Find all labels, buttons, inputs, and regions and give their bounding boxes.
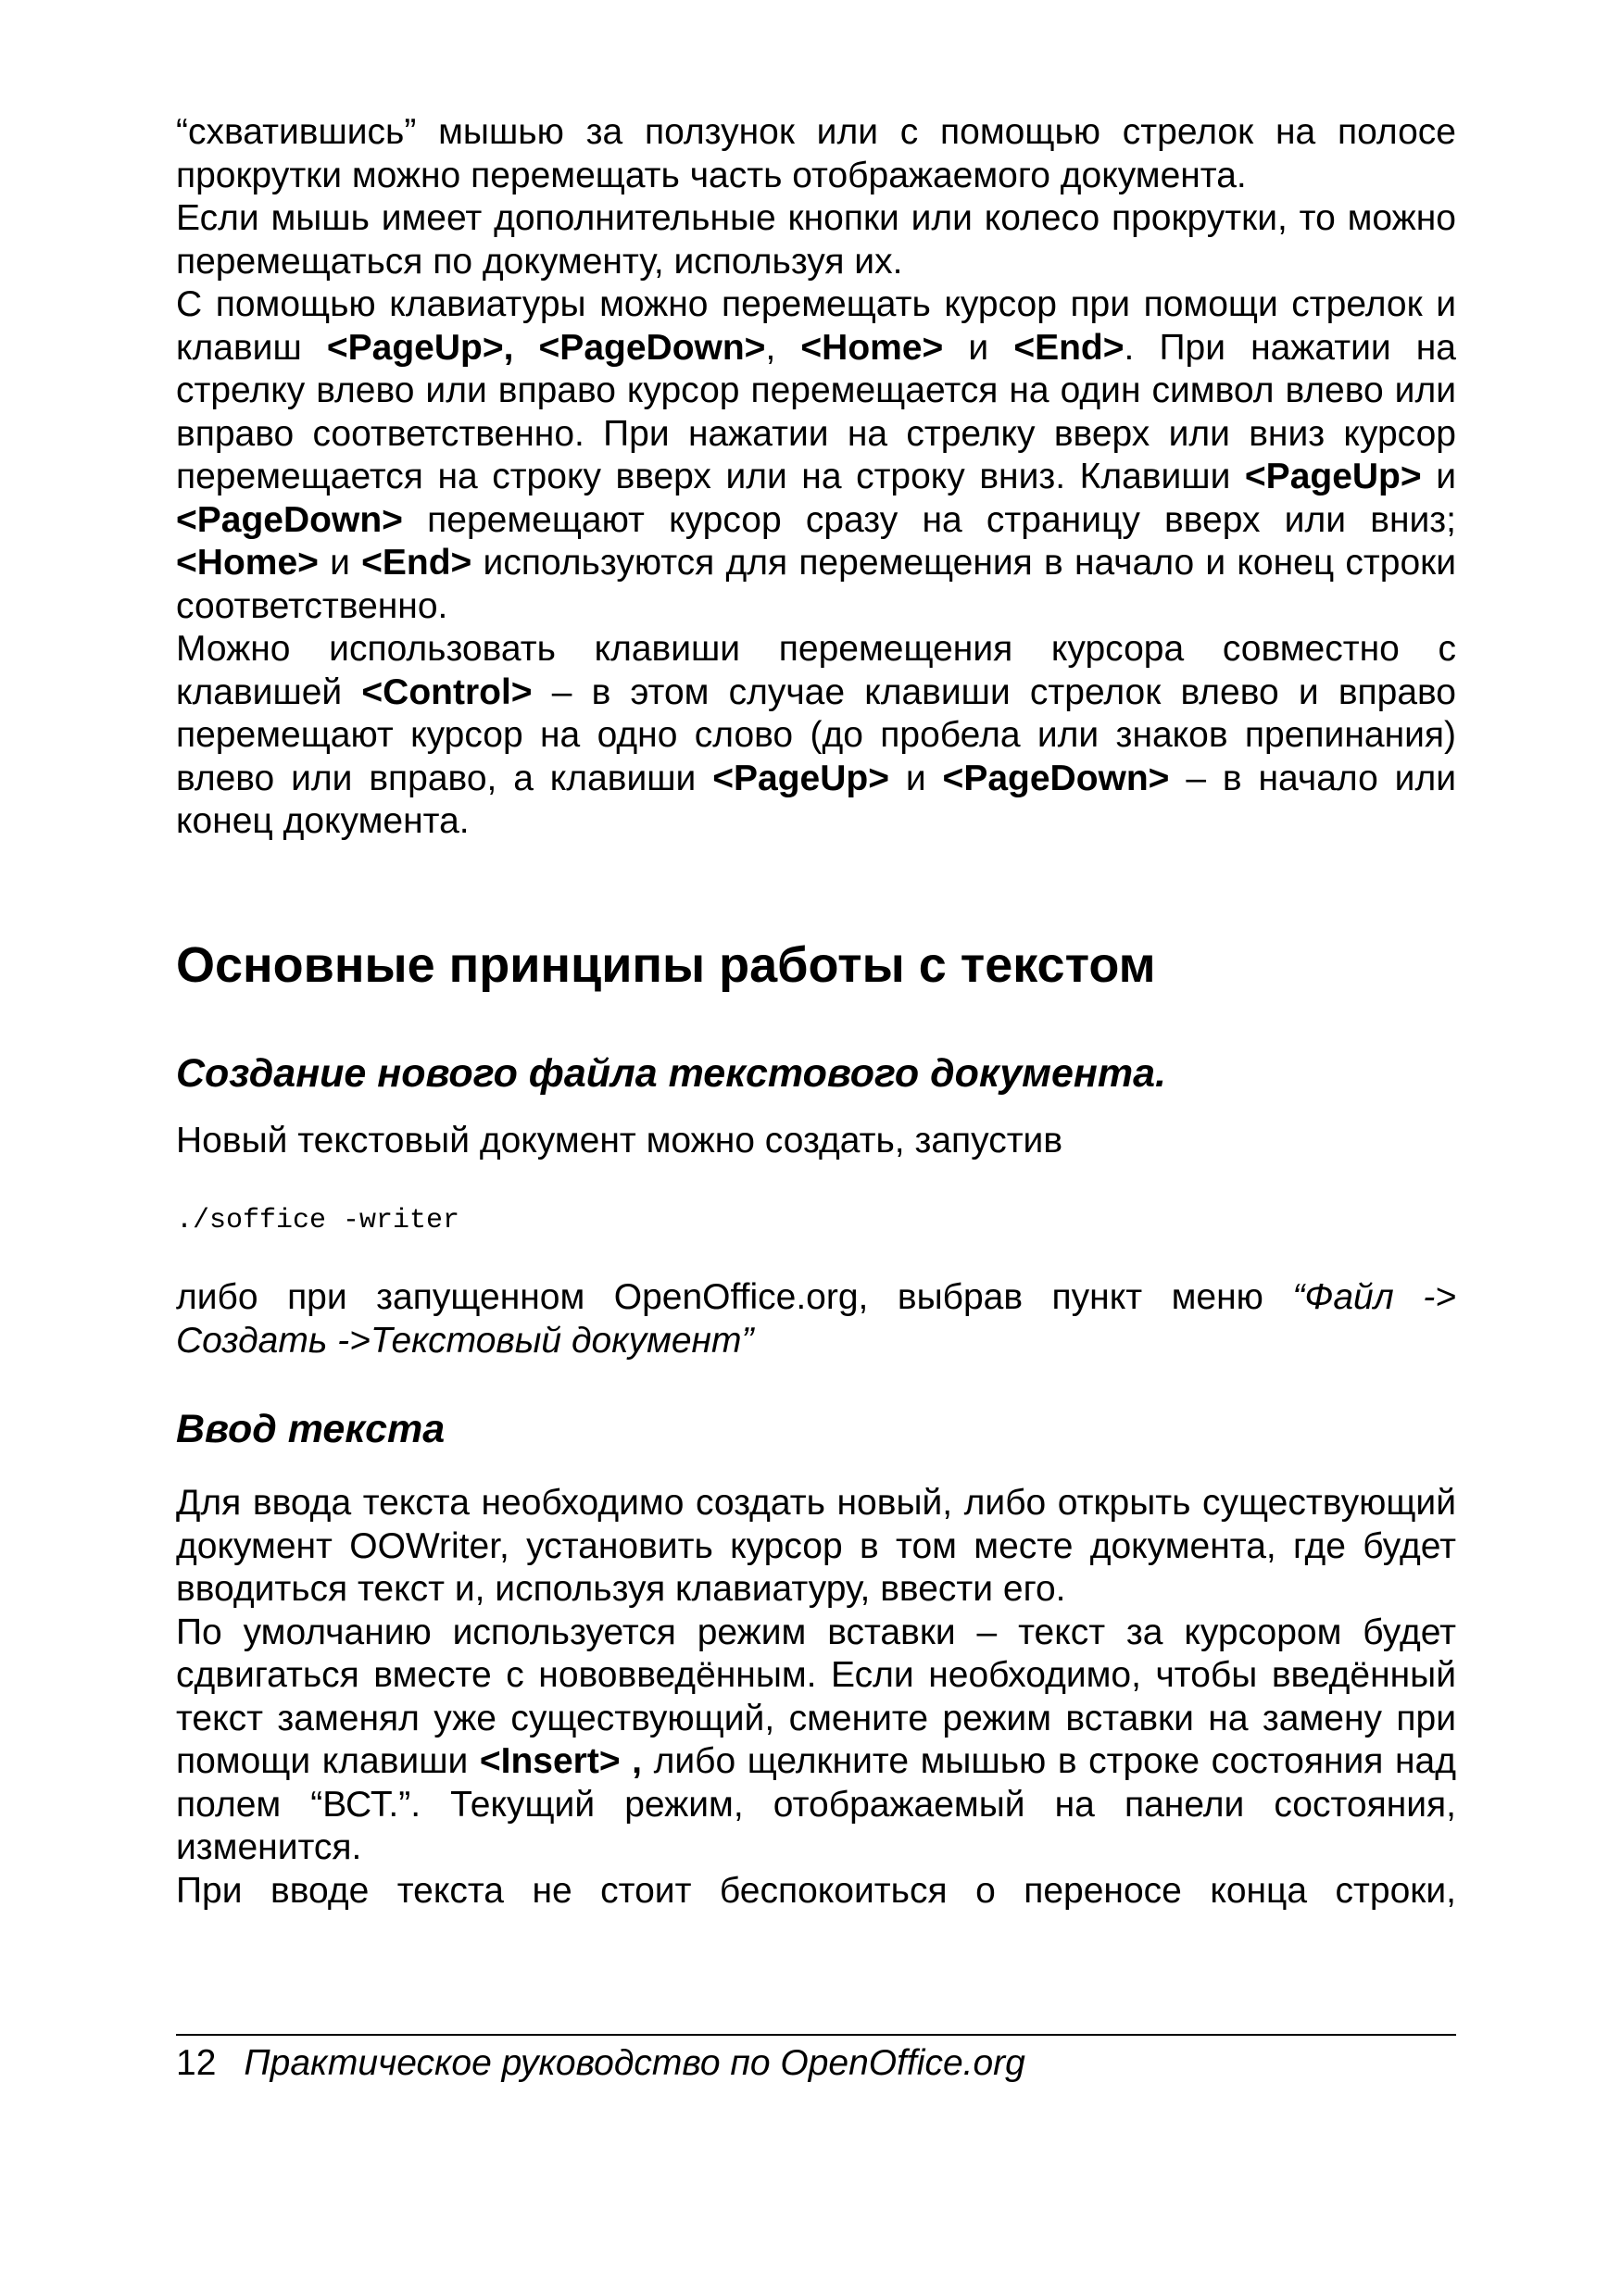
text-run: используются для перемещения в начало и конец строки соответственно.	[176, 543, 1456, 626]
paragraph-insert-mode	[176, 1612, 1456, 1870]
text-run: перемещают курсор сразу на страницу вверх или вниз;	[402, 499, 1456, 540]
text-run: и	[888, 758, 943, 798]
text-run: либо щелкните мышью в строке состояния над полем “ВСТ.”. Текущий режим, отображаемый на панели состояния, изменится.	[176, 1741, 1456, 1867]
text-run: Можно использовать клавиши перемещения курсора совместно с клавишей	[176, 629, 1456, 712]
key-pageup-pagedown: <PageUp>, <PageDown>	[326, 327, 766, 368]
paragraph-scrollbar: “схватившись” мышью за ползунок или с помощью стрелок на полосе прокрутки можно перемещать часть отображаемого документа.	[176, 112, 1456, 195]
paragraph-text-input: Для ввода текста необходимо создать новый, либо открыть существующий документ OOWriter, установить курсор в том месте документа, где будет вводиться текст и, используя клавиатуру, ввести его.	[176, 1483, 1456, 1609]
text-run: – в этом случае клавиши стрелок влево и вправо перемещают курсор на одно слово (до пробела или знаков препинания) влево или вправо, а клавиши	[176, 671, 1457, 798]
footer-divider	[176, 2034, 1456, 2036]
create-intro-block	[176, 1120, 1456, 1163]
key-control: <Control>	[361, 671, 533, 712]
text-input-block	[176, 1482, 1456, 1913]
key-insert: <Insert> ,	[479, 1741, 642, 1781]
key-pageup: <PageUp>	[712, 758, 889, 798]
key-home: <Home>	[176, 543, 319, 583]
text-run: – в начало или конец документа.	[176, 758, 1456, 841]
paragraph-create-intro: Новый текстовый документ можно создать, запустив	[176, 1121, 1063, 1161]
page-footer	[176, 2041, 1025, 2086]
page-number: 12	[176, 2043, 217, 2083]
text-run: . При нажатии на стрелку влево или вправо курсор перемещается на один символ влево или вправо соответственно. При нажатии на стрелку вверх или вниз курсор перемещается на строку вверх или на строку вниз. Клавиши	[176, 327, 1456, 496]
book-title: Практическое руководство по OpenOffice.org	[244, 2043, 1025, 2083]
key-home: <Home>	[800, 327, 944, 368]
paragraph-line-wrap: При вводе текста не стоит беспокоиться о переносе конца строки,	[176, 1870, 1456, 1911]
text-run: С помощью клавиатуры можно перемещать курсор при помощи стрелок и клавиш	[176, 284, 1456, 368]
section-heading-text-input: Ввод текста	[176, 1407, 446, 1451]
key-pagedown: <PageDown>	[176, 499, 403, 540]
key-end: <End>	[361, 543, 472, 583]
key-pageup: <PageUp>	[1244, 457, 1422, 496]
paragraph-create-menu	[176, 1276, 1456, 1362]
text-run: и	[318, 543, 362, 583]
create-menu-block	[176, 1276, 1456, 1362]
text-run: либо при запущенном OpenOffice.org, выбрав пункт меню	[176, 1277, 1293, 1317]
paragraph-keyboard-navigation	[176, 283, 1456, 628]
text-run: и	[943, 327, 1014, 368]
paragraph-control-key	[176, 628, 1456, 844]
main-heading: Основные принципы работы с текстом	[176, 937, 1156, 993]
section-heading-create-document: Создание нового файла текстового документа.	[176, 1051, 1166, 1096]
menu-path: “Файл -> Создать ->Текстовый документ”	[176, 1277, 1457, 1361]
paragraph-mouse-wheel: Если мышь имеет дополнительные кнопки или колесо прокрутки, то можно перемещаться по документу, используя их.	[176, 198, 1456, 282]
key-end: <End>	[1013, 327, 1125, 368]
key-pagedown: <PageDown>	[942, 758, 1170, 798]
code-command: ./soffice -writer	[176, 1205, 460, 1236]
top-text-block	[176, 111, 1456, 844]
text-run: и	[1421, 457, 1456, 496]
text-run: ,	[765, 327, 801, 368]
text-run: По умолчанию используется режим вставки – текст за курсором будет сдвигаться вместе с нововведённым. Если необходимо, чтобы введённый текст заменял уже существующий, смените режим вставки на замену при помощи клавиши	[176, 1612, 1456, 1781]
